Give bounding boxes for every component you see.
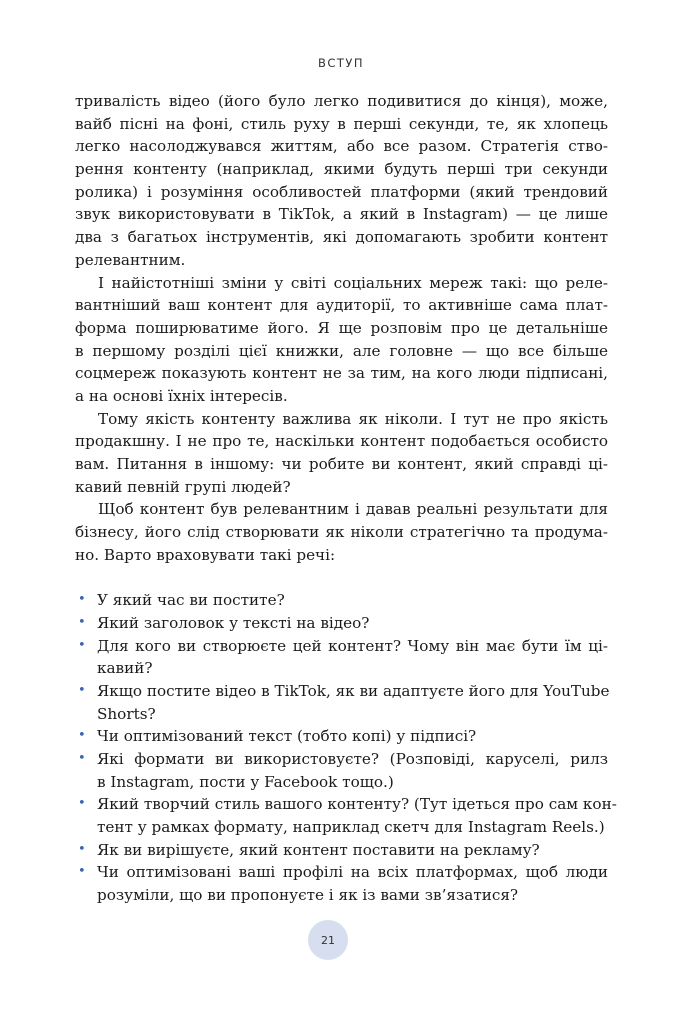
bullet-icon: • xyxy=(78,728,86,744)
text-line: в Instagram, пости у Facebook тощо.) xyxy=(97,772,394,791)
bullet-icon: • xyxy=(78,614,86,630)
list-item xyxy=(75,612,608,635)
bullet-icon: • xyxy=(78,682,86,698)
bullet-icon: • xyxy=(78,750,86,766)
text-line: Який творчий стиль вашого контенту? (Тут ідеться про сам кон- xyxy=(97,795,617,814)
text-line: Shorts? xyxy=(97,704,156,723)
text-line: Тому якість контенту важлива як ніколи. І тут не про якість xyxy=(98,409,608,428)
text-line: в першому розділі цієї книжки, але головне — що все більше xyxy=(75,341,608,360)
text-line: розуміли, що ви пропонуєте і як із вами зв’язатися? xyxy=(97,886,519,905)
text-line: форма поширюватиме його. Я ще розповім про це детальніше xyxy=(75,318,608,337)
text-line: кавий певній групі людей? xyxy=(75,477,291,496)
text-line: два з багатьох інструментів, які допомагають зробити контент xyxy=(75,228,608,247)
running-header: ВСТУП xyxy=(317,56,365,70)
text-line: тривалість відео (його було легко подивитися до кінця), може, xyxy=(75,92,608,110)
text-line: бізнесу, його слід створювати як ніколи стратегічно та продума- xyxy=(75,523,608,542)
text-line: рення контенту (наприклад, якими будуть перші три секунди xyxy=(75,160,608,179)
text-line: вайб пісні на фоні, стиль руху в перші секунди, те, як хлопець xyxy=(75,114,608,133)
text-line: Який заголовок у тексті на відео? xyxy=(97,613,370,632)
list-item xyxy=(75,635,608,680)
list-item xyxy=(75,725,608,748)
list-item xyxy=(75,839,608,862)
paragraph xyxy=(75,272,608,408)
paragraph xyxy=(75,498,608,566)
text-line: Чи оптимізований текст (тобто копі) у підписі? xyxy=(97,727,477,746)
text-line: Щоб контент був релевантним і давав реальні результати для xyxy=(98,500,608,519)
page-number-badge: 21 xyxy=(308,920,348,960)
bullet-icon: • xyxy=(78,592,86,608)
text-line: звук використовувати в TikTok, а який в Instagram) — це лише xyxy=(75,205,608,224)
paragraph xyxy=(75,408,608,499)
text-line: У який час ви постите? xyxy=(97,591,285,610)
text-line: Для кого ви створюєте цей контент? Чому він має бути їм ці- xyxy=(97,636,608,655)
text-line: продакшну. І не про те, наскільки контент подобається особисто xyxy=(75,432,608,451)
list-item xyxy=(75,748,608,793)
list-item xyxy=(75,861,608,906)
text-line: но. Варто враховувати такі речі: xyxy=(75,545,336,564)
bullet-icon: • xyxy=(78,796,86,812)
text-line: кавий? xyxy=(97,659,153,678)
text-line: Чи оптимізовані ваші профілі на всіх платформах, щоб люди xyxy=(97,863,608,882)
text-line: вантніший ваш контент для аудиторії, то активніше сама плат- xyxy=(75,296,608,315)
body-text xyxy=(75,90,617,907)
paragraph xyxy=(75,90,608,272)
text-line: соцмереж показують контент не за тим, на кого люди підписані, xyxy=(75,364,608,383)
bullet-icon: • xyxy=(78,841,86,857)
list-item xyxy=(75,589,608,612)
text-line: ролика) і розуміння особливостей платформи (який трендовий xyxy=(75,182,608,201)
text-line: тент у рамках формату, наприклад скетч для Instagram Reels.) xyxy=(97,818,605,836)
text-line: Які формати ви використовуєте? (Розповіді, каруселі, рилз xyxy=(97,749,608,768)
bullet-list xyxy=(75,589,617,907)
text-line: легко насолоджувався життям, або все разом. Стратегія ство- xyxy=(75,137,608,156)
bullet-icon: • xyxy=(78,864,86,880)
text-line: Як ви вирішуєте, який контент поставити на рекламу? xyxy=(97,840,540,859)
bullet-icon: • xyxy=(78,637,86,653)
text-line: релевантним. xyxy=(75,250,186,269)
text-line: І найістотніші зміни у світі соціальних мереж такі: що реле- xyxy=(98,273,608,292)
text-line: а на основі їхніх інтересів. xyxy=(75,386,288,405)
list-item xyxy=(75,680,608,725)
text-line: вам. Питання в іншому: чи робите ви контент, який справді ці- xyxy=(75,455,608,473)
list-item xyxy=(75,793,617,838)
text-line: Якщо постите відео в TikTok, як ви адаптуєте його для YouTube xyxy=(97,681,610,700)
